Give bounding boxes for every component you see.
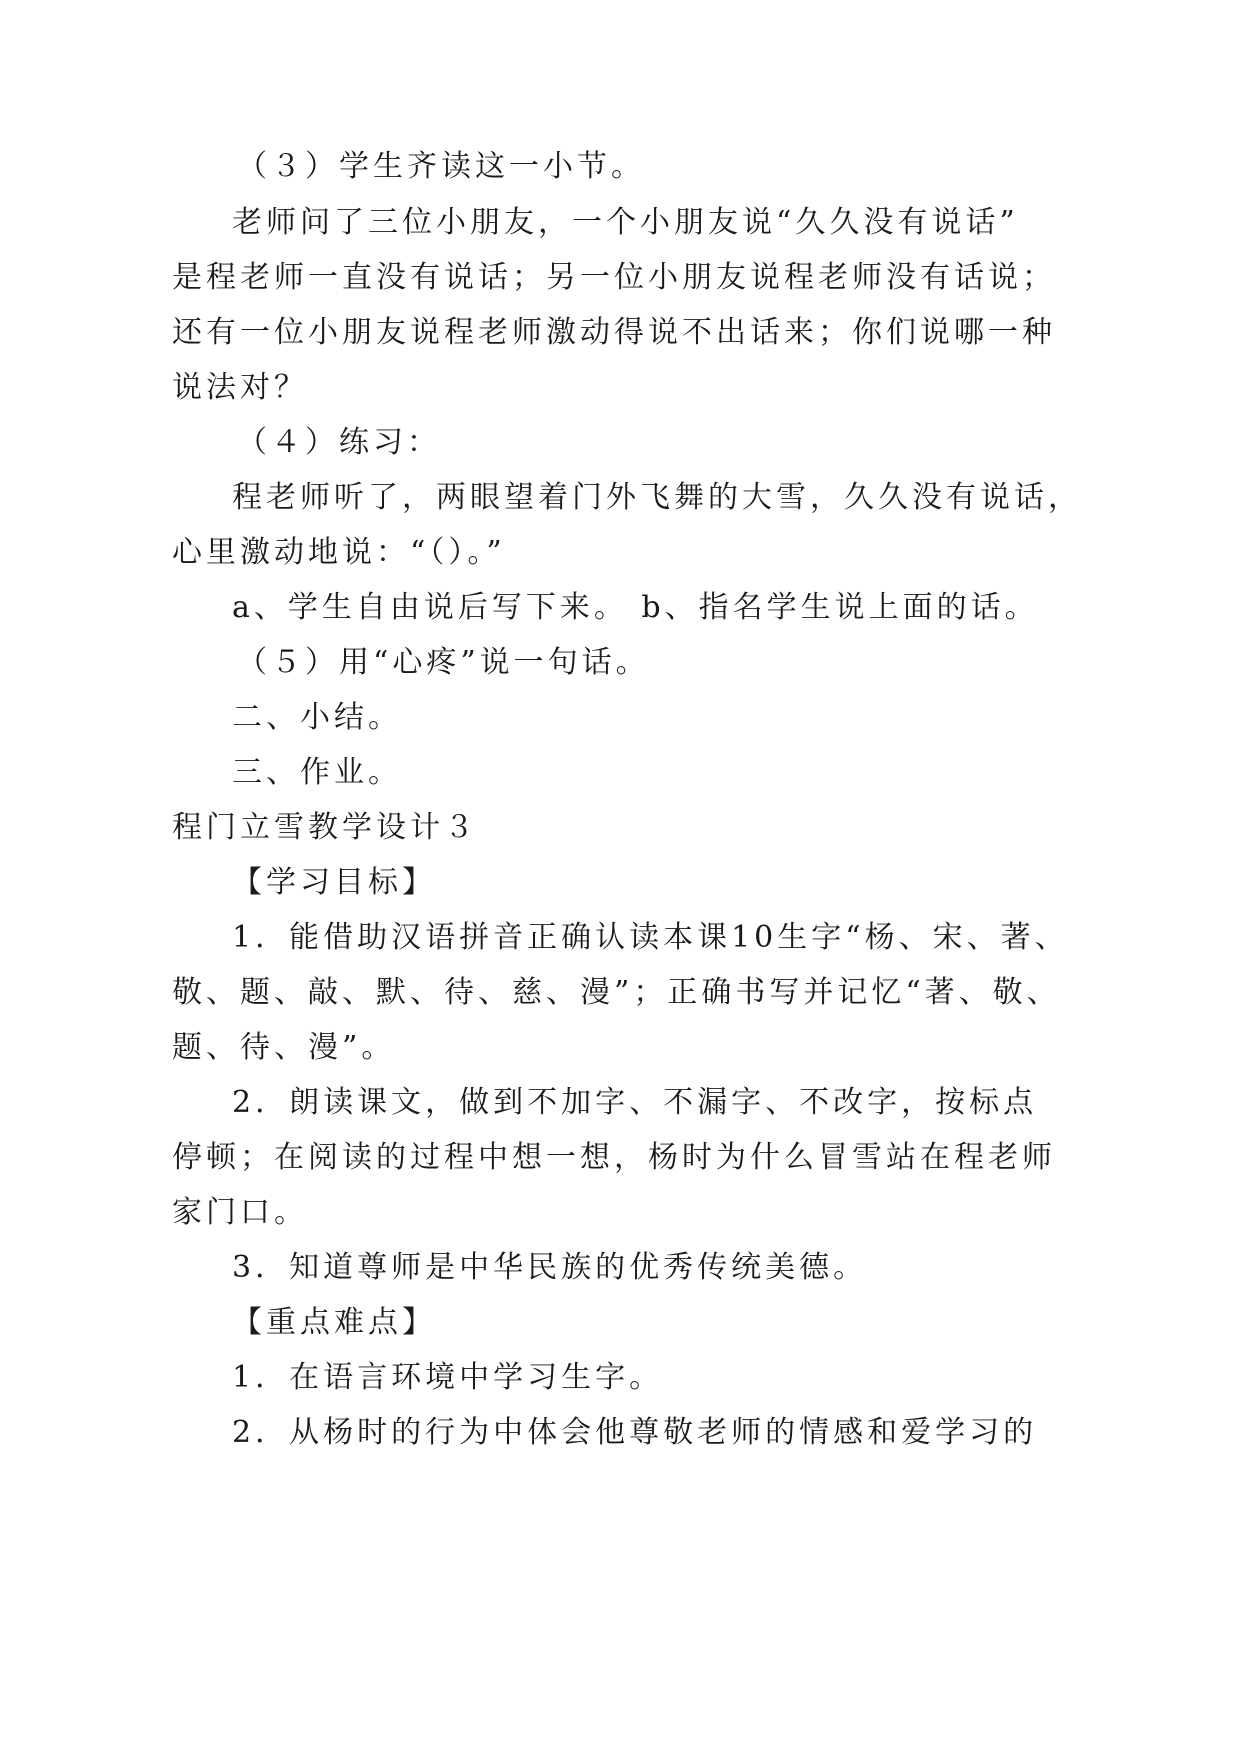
text-line: 程老师听了，两眼望着门外飞舞的大雪，久久没有说话，	[232, 480, 1082, 515]
text-line: 2．从杨时的行为中体会他尊敬老师的情感和爱学习的	[232, 1415, 1038, 1450]
text-line: 二、小结。	[232, 700, 402, 735]
text-line: a、学生自由说后写下来。 b、指名学生说上面的话。	[232, 590, 1039, 625]
text-line: （３）学生齐读这一小节。	[237, 149, 645, 184]
section-heading: 【学习目标】	[232, 865, 436, 900]
text-line: 1．能借助汉语拼音正确认读本课10生字“杨、宋、著、	[232, 920, 1069, 955]
text-line: 说法对？	[172, 370, 308, 405]
section-title: 程门立雪教学设计３	[172, 810, 478, 845]
text-line: 心里激动地说：“（）。”	[172, 535, 506, 570]
text-line: 1．在语言环境中学习生字。	[232, 1360, 664, 1395]
text-line: （４）练习：	[237, 425, 441, 460]
text-line: 是程老师一直没有说话；另一位小朋友说程老师没有话说；	[172, 260, 1056, 295]
text-line: 敬、题、敲、默、待、慈、漫”；正确书写并记忆“著、敬、	[172, 975, 1061, 1010]
text-line: 2．朗读课文，做到不加字、不漏字、不改字，按标点	[232, 1085, 1038, 1120]
section-heading: 【重点难点】	[232, 1305, 436, 1340]
text-line: 3．知道尊师是中华民族的优秀传统美德。	[232, 1250, 868, 1285]
text-line: 题、待、漫”。	[172, 1030, 396, 1065]
text-line: 停顿；在阅读的过程中想一想，杨时为什么冒雪站在程老师	[172, 1140, 1056, 1175]
text-line: 三、作业。	[232, 755, 402, 790]
text-line: 家门口。	[172, 1195, 308, 1230]
text-line: 还有一位小朋友说程老师激动得说不出话来；你们说哪一种	[172, 315, 1056, 350]
text-line: 老师问了三位小朋友，一个小朋友说“久久没有说话”	[232, 205, 1019, 240]
text-line: （５）用“心疼”说一句话。	[237, 645, 650, 680]
